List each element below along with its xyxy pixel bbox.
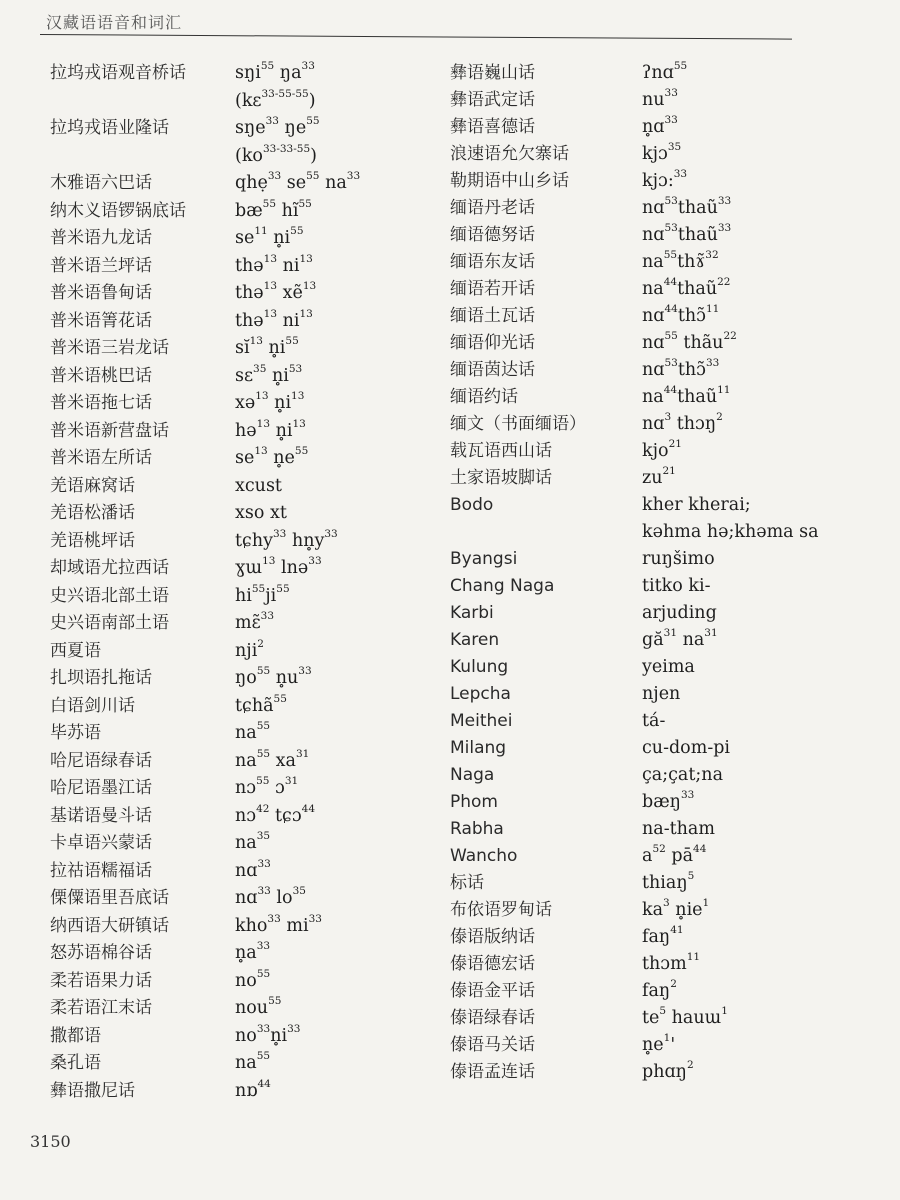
language-name: 怒苏语棉谷话 — [50, 943, 152, 963]
language-name: 土家语坡脚话 — [450, 468, 552, 488]
entry-row — [450, 600, 890, 627]
language-name: 纳木义语锣锅底话 — [50, 200, 186, 221]
entry-row — [50, 115, 445, 143]
transcription: tɕhã$^{55}$ — [235, 692, 287, 716]
entry-row — [450, 654, 890, 681]
transcription: qhẹ$^{33}$ $se^{55}$ $na^{33}$ — [235, 170, 361, 193]
language-name: 普米语兰坪话 — [50, 255, 152, 276]
transcription: $nu^{33}$ — [642, 87, 678, 110]
transcription: ʔnɑ$^{55}$ — [642, 60, 688, 83]
transcription: $ka^3$ $n̥ie^1$ — [642, 897, 710, 920]
transcription: tɕhy$^{33}$ $hn̥y^{33}$ — [235, 527, 338, 551]
transcription: mɛ̃$^{33}$ — [235, 610, 275, 633]
transcription: nɑ$^{55}$ thãu$^{22}$ — [642, 330, 737, 353]
language-name: Karen — [450, 630, 500, 650]
language-name: 撒都语 — [50, 1025, 101, 1046]
language-name: 傣语版纳话 — [450, 927, 535, 947]
transcription: sɛ$^{35}$ $n̥i^{53}$ — [235, 362, 303, 386]
language-name: 白语剑川话 — [50, 695, 135, 716]
language-name: 缅语土瓦话 — [450, 306, 535, 326]
entry-row — [50, 528, 445, 556]
language-name: 傣语孟连话 — [450, 1062, 535, 1082]
language-name: 桑孔语 — [50, 1053, 101, 1073]
language-name: 普米语新营盘话 — [50, 420, 169, 441]
language-name: 卡卓语兴蒙话 — [50, 833, 152, 853]
language-name: 缅语丹老话 — [450, 198, 535, 218]
entry-row — [450, 978, 890, 1005]
language-name: Byangsi — [450, 549, 518, 569]
entry-row — [50, 638, 445, 666]
transcription: thiaŋ$^5$ — [642, 870, 695, 893]
entry-row — [450, 1005, 890, 1032]
transcription-continuation: (kɛ$^{33-55-55}$) — [235, 87, 316, 111]
transcription: $n̥a^{33}$ — [235, 940, 271, 963]
entry-row — [450, 762, 890, 789]
language-name: 彝语撒尼话 — [50, 1080, 135, 1101]
entry-row — [450, 627, 890, 654]
entry-row — [450, 681, 890, 708]
transcription: nɒ$^{44}$ — [235, 1077, 271, 1101]
entry-row — [450, 465, 890, 492]
entry-row — [50, 803, 445, 831]
entry-row — [50, 363, 445, 391]
language-name: 缅语若开话 — [450, 279, 535, 299]
language-name: 哈尼语墨江话 — [50, 778, 152, 798]
entry-row — [450, 195, 890, 222]
entry-row — [50, 913, 445, 941]
entry-row — [50, 1050, 445, 1078]
transcription: yeima — [642, 657, 695, 677]
entry-row — [50, 198, 445, 226]
transcription: $na^{35}$ — [235, 830, 271, 853]
entry-row — [450, 60, 890, 87]
transcription: $n̥e^1'$ — [642, 1032, 676, 1055]
transcription: $a^{52}$ $pā^{44}$ — [642, 843, 707, 866]
transcription: $na^{55}$ $xa^{31}$ — [235, 747, 310, 771]
language-name: 柔若语江末话 — [50, 998, 152, 1018]
language-name: Lepcha — [450, 684, 511, 704]
language-name: 拉坞戎语业隆话 — [50, 118, 169, 138]
transcription: tá- — [642, 711, 666, 731]
entry-row — [50, 858, 445, 886]
language-name: 普米语箐花话 — [50, 310, 152, 331]
language-name: 扎坝语扎拖话 — [50, 668, 152, 688]
entry-row — [50, 445, 445, 473]
language-name: 却域语尤拉西话 — [50, 558, 169, 578]
language-name: 史兴语南部土语 — [50, 613, 169, 633]
entry-row — [450, 438, 890, 465]
entry-row — [50, 280, 445, 308]
entry-row — [50, 418, 445, 446]
language-name: 布依语罗甸话 — [450, 900, 552, 920]
language-name: Bodo — [450, 495, 494, 515]
transcription: cu-dom-pi — [642, 738, 731, 758]
entry-row — [450, 1059, 890, 1086]
entry-row — [450, 87, 890, 114]
transcription: $na^{55}thɤ̃^{32}$ — [642, 249, 719, 272]
transcription: nji$^2$ — [235, 637, 264, 661]
transcription: phɑŋ$^2$ — [642, 1059, 694, 1082]
entry-row — [50, 940, 445, 968]
entry-row — [450, 897, 890, 924]
entry-row — [50, 390, 445, 418]
transcription: thə$^{13}$ xẽ$^{13}$ — [235, 280, 317, 303]
entry-row — [50, 170, 445, 198]
entry-row — [450, 384, 890, 411]
entry-row — [50, 253, 445, 281]
language-name: Karbi — [450, 603, 494, 623]
transcription: xə$^{13}$ $n̥i^{13}$ — [235, 390, 305, 413]
transcription: ça;çat;na — [642, 765, 723, 785]
entry-row — [450, 276, 890, 303]
entry-row — [50, 225, 445, 253]
page-number: 3150 — [30, 1132, 71, 1151]
entry-row — [450, 357, 890, 384]
entry-row — [450, 222, 890, 249]
language-name: 浪速语允欠寨话 — [450, 144, 569, 164]
transcription: nɑ$^{53}$thɔ̃$^{33}$ — [642, 357, 720, 380]
transcription: $na^{44}thaũ^{22}$ — [642, 276, 731, 299]
entry-row — [450, 816, 890, 843]
entry-row — [50, 748, 445, 776]
language-name: 彝语武定话 — [450, 90, 535, 110]
language-name: 傣语金平话 — [450, 981, 535, 1001]
transcription: $se^{11}$ $n̥i^{55}$ — [235, 225, 304, 248]
transcription: ruŋšimo — [642, 549, 715, 569]
entry-row — [50, 995, 445, 1023]
transcription: $na^{55}$ — [235, 720, 271, 743]
entry-row — [50, 885, 445, 913]
entry-row — [50, 968, 445, 996]
transcription: $no^{33}n̥i^{33}$ — [235, 1022, 301, 1046]
transcription: $zu^{21}$ — [642, 465, 676, 488]
transcription: kjo$^{21}$ — [642, 438, 682, 461]
transcription: faŋ$^{41}$ — [642, 924, 684, 947]
language-name: 拉坞戎语观音桥话 — [50, 63, 186, 83]
transcription: nɑ$^{53}$thaũ$^{33}$ — [642, 222, 732, 245]
entry-row — [450, 843, 890, 870]
transcription: titko ki- — [642, 576, 711, 596]
language-name: 缅语德努话 — [450, 225, 535, 245]
language-name: 缅语茵达话 — [450, 360, 535, 380]
transcription: njen — [642, 684, 681, 704]
transcription: nɔ$^{55}$ ɔ$^{31}$ — [235, 775, 299, 798]
entry-row — [50, 775, 445, 803]
language-name: 缅语仰光话 — [450, 333, 535, 353]
language-name: Kulung — [450, 657, 509, 677]
transcription: thɔm$^{11}$ — [642, 951, 701, 974]
left-column — [50, 60, 445, 1105]
transcription: n̥ɑ$^{33}$ — [642, 114, 678, 137]
entry-row — [50, 1078, 445, 1106]
language-name: 拉祜语糯福话 — [50, 860, 152, 881]
entry-row — [450, 951, 890, 978]
transcription: nɑ$^{33}$ $lo^{35}$ — [235, 885, 306, 908]
language-name: 缅语东友话 — [450, 252, 535, 272]
transcription: $ŋo^{55}$ $n̥u^{33}$ — [235, 665, 312, 688]
language-name: 缅文（书面缅语） — [450, 414, 586, 434]
entry-row — [50, 720, 445, 748]
transcription: hə$^{13}$ $n̥i^{13}$ — [235, 417, 306, 441]
language-name: 标话 — [450, 873, 484, 893]
language-name: Wancho — [450, 846, 518, 866]
transcription: $hi^{55}ji^{55}$ — [235, 582, 290, 606]
entry-row — [450, 114, 890, 141]
transcription: arjuding — [642, 603, 717, 623]
transcription: thə$^{13}$ $ni^{13}$ — [235, 252, 313, 276]
transcription: kho$^{33}$ $mi^{33}$ — [235, 912, 322, 936]
language-name: 普米语左所话 — [50, 448, 152, 468]
entry-row — [450, 546, 890, 573]
header-rule — [40, 34, 792, 40]
entry-row — [450, 330, 890, 357]
language-name: 傣语绿春话 — [450, 1008, 535, 1028]
entry-row — [450, 789, 890, 816]
language-name: 彝语巍山话 — [450, 63, 535, 83]
language-name: 普米语鲁甸话 — [50, 283, 152, 303]
entry-row — [450, 1032, 890, 1059]
entry-row — [50, 500, 445, 528]
language-name: 羌语桃坪话 — [50, 530, 135, 551]
transcription: $gă^{31}$ $na^{31}$ — [642, 627, 718, 650]
transcription: nɑ$^{33}$ — [235, 857, 271, 881]
transcription: sŋi$^{55}$ $ŋa^{33}$ — [235, 60, 315, 83]
language-name: 木雅语六巴话 — [50, 173, 152, 193]
entry-row — [50, 583, 445, 611]
language-name: 毕苏语 — [50, 723, 101, 743]
entry-row — [450, 708, 890, 735]
transcription: $no^{55}$ — [235, 967, 271, 991]
language-name: 柔若语果力话 — [50, 970, 152, 991]
entry-row — [450, 168, 890, 195]
entry-row — [50, 830, 445, 858]
transcription: bæŋ$^{33}$ — [642, 789, 695, 812]
entry-row — [450, 573, 890, 600]
entry-row — [50, 473, 445, 501]
transcription: nou$^{55}$ — [235, 995, 282, 1018]
transcription: xso xt — [235, 503, 287, 523]
language-name: 傣语马关话 — [450, 1035, 535, 1055]
transcription: kjɔ:$^{33}$ — [642, 168, 688, 191]
language-name: 纳西语大研镇话 — [50, 915, 169, 936]
language-name: Rabha — [450, 819, 504, 839]
entry-row — [50, 665, 445, 693]
language-name: 普米语九龙话 — [50, 228, 152, 248]
entry-row — [450, 303, 890, 330]
transcription: $te^5$ hauɯ$^1$ — [642, 1005, 728, 1028]
entry-row — [450, 141, 890, 168]
running-header: 汉藏语语音和词汇 — [46, 13, 183, 32]
language-name: 基诺语曼斗话 — [50, 805, 152, 826]
language-name: Phom — [450, 792, 498, 812]
entry-row — [450, 870, 890, 897]
right-column — [450, 60, 890, 1086]
transcription: nɔ$^{42}$ tɕɔ$^{44}$ — [235, 802, 316, 826]
language-name: 傈僳语里吾底话 — [50, 888, 169, 908]
transcription: $sĭ^{13}$ $n̥i^{55}$ — [235, 335, 299, 358]
entry-row — [50, 308, 445, 336]
language-name: 普米语桃巴话 — [50, 365, 152, 386]
transcription: kjɔ$^{35}$ — [642, 141, 682, 164]
transcription: nɑ$^{44}$thɔ̃$^{11}$ — [642, 303, 720, 326]
transcription: $na^{55}$ — [235, 1050, 271, 1073]
entry-row — [50, 1023, 445, 1051]
entry-row — [50, 693, 445, 721]
language-name: 哈尼语绿春话 — [50, 750, 152, 771]
language-name: 普米语三岩龙话 — [50, 338, 169, 358]
language-name: 西夏语 — [50, 640, 101, 661]
transcription: kher kherai; — [642, 495, 751, 515]
entry-row — [50, 335, 445, 363]
transcription: $na^{44}thaũ^{11}$ — [642, 384, 731, 407]
language-name: 载瓦语西山话 — [450, 441, 552, 461]
language-name: 羌语松潘话 — [50, 503, 135, 523]
language-name: 普米语拖七话 — [50, 393, 152, 413]
transcription: thə$^{13}$ $ni^{13}$ — [235, 307, 313, 331]
entry-row — [450, 924, 890, 951]
language-name: Chang Naga — [450, 576, 555, 596]
language-name: 傣语德宏话 — [450, 954, 535, 974]
language-name: 缅语约话 — [450, 387, 518, 407]
transcription: faŋ$^2$ — [642, 978, 677, 1001]
entry-row — [450, 411, 890, 438]
language-name: 羌语麻窝话 — [50, 475, 135, 496]
transcription: nɑ$^3$ thɔŋ$^2$ — [642, 411, 723, 434]
entry-row — [450, 735, 890, 762]
transcription-continuation: kəhma hə;khəma sa — [642, 522, 819, 542]
entry-row — [450, 492, 890, 519]
transcription: na-tham — [642, 819, 715, 839]
language-name: Milang — [450, 738, 507, 758]
transcription: ɣɯ$^{13}$ lnə$^{33}$ — [235, 555, 322, 578]
transcription: xcust — [235, 475, 282, 496]
language-name: Naga — [450, 765, 495, 785]
entry-row — [450, 249, 890, 276]
transcription: $se^{13}$ $n̥e^{55}$ — [235, 445, 309, 468]
transcription: nɑ$^{53}$thaũ$^{33}$ — [642, 195, 732, 218]
entry-row — [50, 60, 445, 88]
language-name: Meithei — [450, 711, 513, 731]
entry-row — [50, 555, 445, 583]
language-name: 勒期语中山乡话 — [450, 171, 569, 191]
language-name: 史兴语北部土语 — [50, 585, 169, 606]
language-name: 彝语喜德话 — [450, 117, 535, 137]
entry-row — [50, 610, 445, 638]
transcription: $bæ^{55}$ $hĩ^{55}$ — [235, 197, 312, 221]
transcription: sŋe$^{33}$ $ŋe^{55}$ — [235, 115, 320, 138]
transcription-continuation: $(ko^{33-33-55})$ — [235, 142, 317, 166]
